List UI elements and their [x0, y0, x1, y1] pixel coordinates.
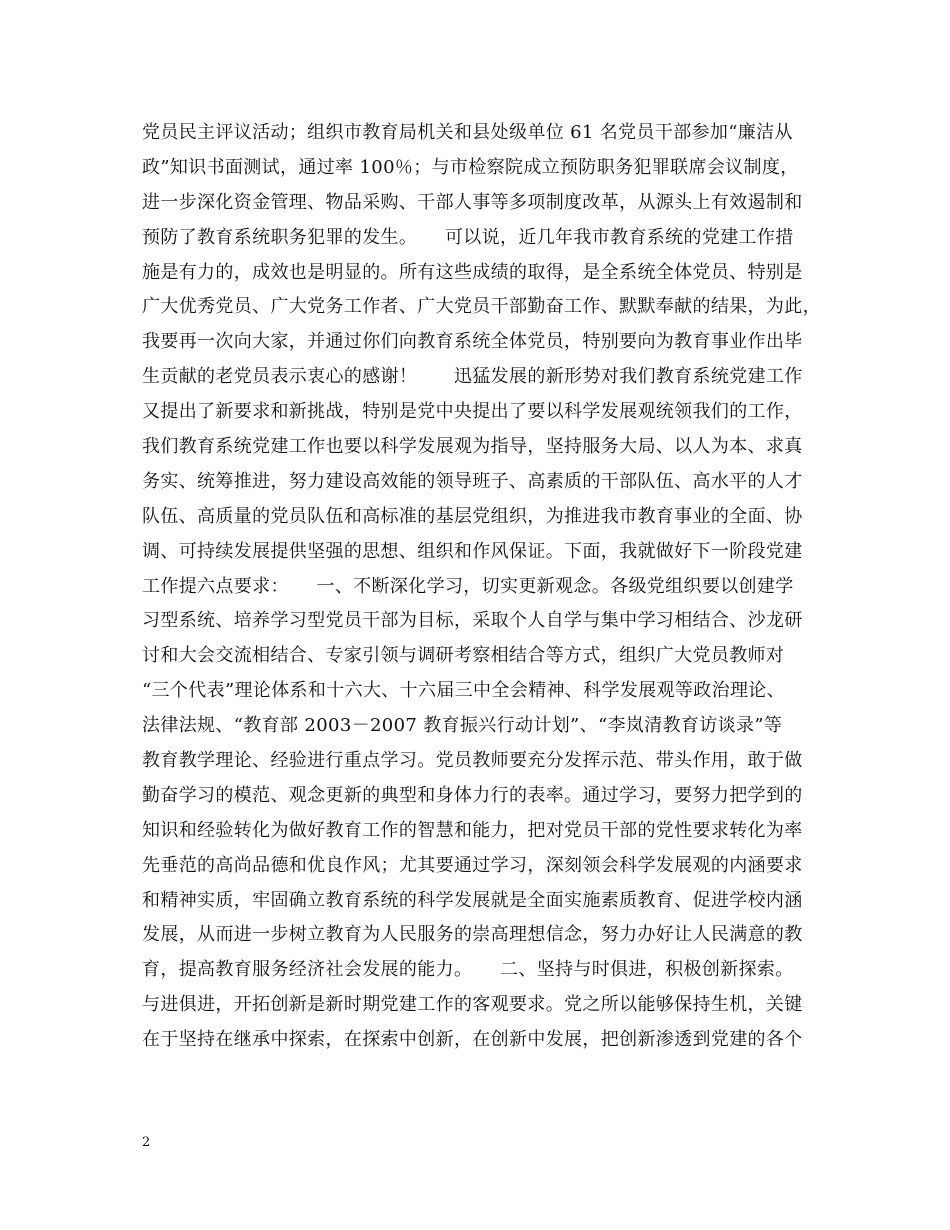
text-line: 广大优秀党员、广大党务工作者、广大党员干部勤奋工作、默默奉献的结果，为此， [142, 296, 821, 318]
text-line: 勤奋学习的模范、观念更新的典型和身体力行的表率。通过学习，要努力把学到的 [142, 784, 803, 806]
text-line: 法律法规、“教育部 2003－2007 教育振兴行动计划”、“李岚清教育访谈录”等 [142, 715, 783, 737]
text-line: 教育教学理论、经验进行重点学习。党员教师要充分发挥示范、带头作用，敢于做 [142, 750, 803, 772]
text-line: 施是有力的，成效也是明显的。所有这些成绩的取得，是全系统全体党员、特别是 [142, 261, 803, 283]
text-line: 我们教育系统党建工作也要以科学发展观为指导，坚持服务大局、以人为本、求真 [142, 436, 803, 458]
text-line: 知识和经验转化为做好教育工作的智慧和能力，把对党员干部的党性要求转化为率 [142, 819, 803, 841]
text-line: 我要再一次向大家，并通过你们向教育系统全体党员，特别要向为教育事业作出毕 [142, 331, 803, 353]
text-line: 育，提高教育服务经济社会发展的能力。 二、坚持与时俱进，积极创新探索。 [142, 959, 794, 981]
text-line: 与进俱进，开拓创新是新时期党建工作的客观要求。党之所以能够保持生机，关键 [142, 994, 803, 1016]
text-line: 和精神实质，牢固确立教育系统的科学发展就是全面实施素质教育、促进学校内涵 [142, 889, 803, 911]
text-line: 发展，从而进一步树立教育为人民服务的崇高理想信念，努力办好让人民满意的教 [142, 924, 803, 946]
page-number: 2 [142, 1135, 151, 1150]
text-line: 在于坚持在继承中探索，在探索中创新，在创新中发展，把创新渗透到党建的各个 [142, 1029, 803, 1051]
text-line: 习型系统、培养学习型党员干部为目标，采取个人自学与集中学习相结合、沙龙研 [142, 610, 803, 632]
text-line: 政”知识书面测试，通过率 100％；与市检察院成立预防职务犯罪联席会议制度， [142, 156, 799, 178]
text-line: 生贡献的老党员表示衷心的感谢！ 迅猛发展的新形势对我们教育系统党建工作 [142, 366, 803, 388]
text-line: 工作提六点要求： 一、不断深化学习，切实更新观念。各级党组织要以创建学 [142, 575, 794, 597]
text-line: 队伍、高质量的党员队伍和高标准的基层党组织，为推进我市教育事业的全面、协 [142, 505, 803, 527]
text-line: 先垂范的高尚品德和优良作风；尤其要通过学习，深刻领会科学发展观的内涵要求 [142, 854, 803, 876]
text-line: 务实、统筹推进，努力建设高效能的领导班子、高素质的干部队伍、高水平的人才 [142, 470, 803, 492]
text-line: 党员民主评议活动；组织市教育局机关和县处级单位 61 名党员干部参加“廉洁从 [142, 122, 793, 143]
text-line: 又提出了新要求和新挑战，特别是党中央提出了要以科学发展观统领我们的工作， [142, 401, 803, 423]
body-text [142, 116, 832, 1058]
text-line: 调、可持续发展提供坚强的思想、组织和作风保证。下面，我就做好下一阶段党建 [142, 540, 803, 562]
text-line: 讨和大会交流相结合、专家引领与调研考察相结合等方式，组织广大党员教师对 [142, 645, 785, 667]
text-line: 进一步深化资金管理、物品采购、干部人事等多项制度改革，从源头上有效遏制和 [142, 191, 803, 213]
text-line: 预防了教育系统职务犯罪的发生。 可以说，近几年我市教育系统的党建工作措 [142, 226, 794, 248]
text-line: “三个代表”理论体系和十六大、十六届三中全会精神、科学发展观等政治理论、 [142, 680, 786, 702]
